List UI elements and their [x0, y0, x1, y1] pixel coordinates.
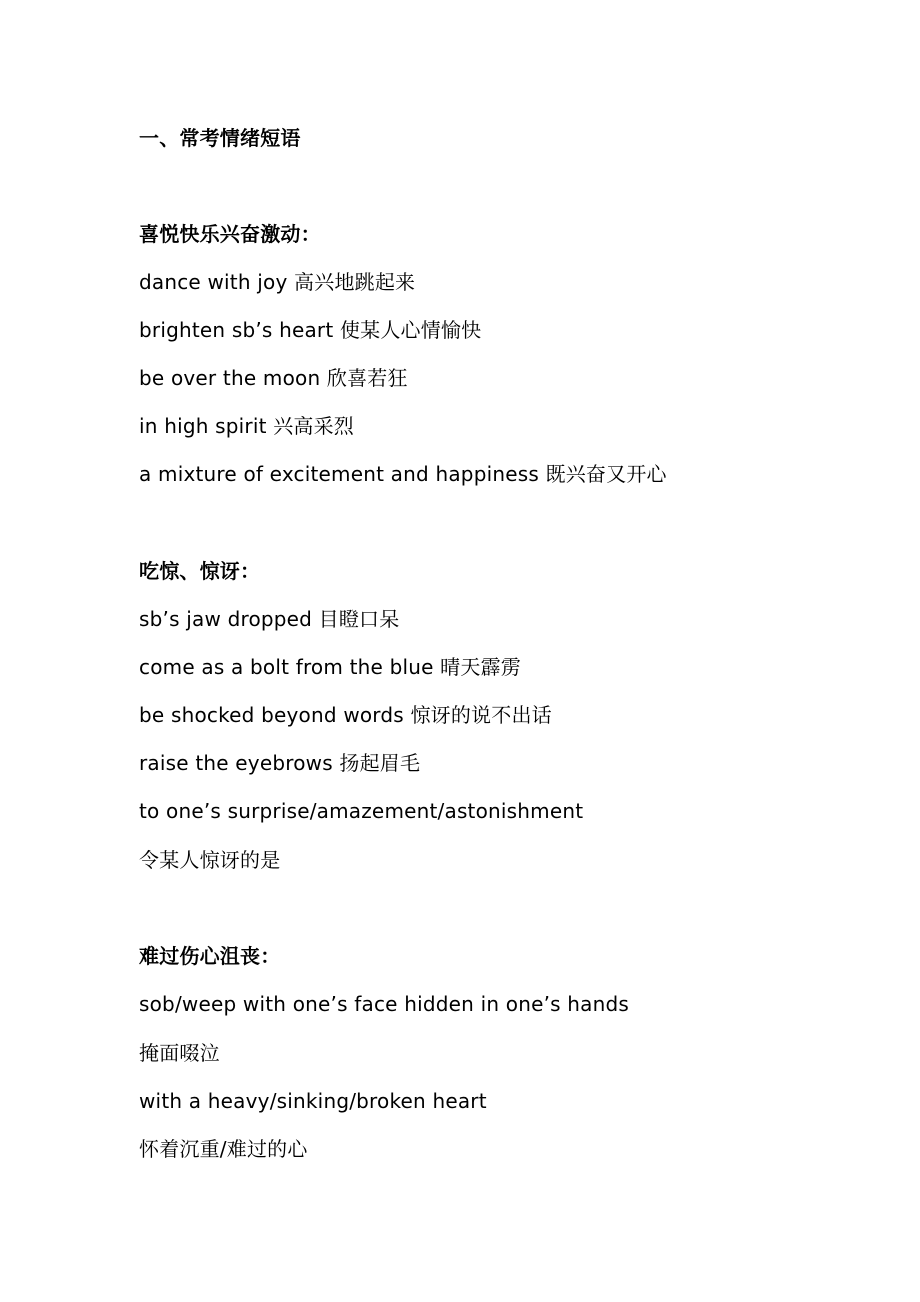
- phrase-line: 怀着沉重/难过的心: [139, 1137, 308, 1161]
- phrase-line: a mixture of excitement and happiness 既兴奋又开心: [139, 462, 667, 486]
- section-title-joy: 喜悦快乐兴奋激动：: [139, 222, 321, 246]
- phrase-line: be over the moon 欣喜若狂: [139, 366, 408, 390]
- phrase-line: raise the eyebrows 扬起眉毛: [139, 751, 421, 775]
- phrase-line: sob/weep with one’s face hidden in one’s hands: [139, 992, 630, 1016]
- phrase-line: 掩面啜泣: [139, 1041, 220, 1065]
- phrase-line: with a heavy/sinking/broken heart: [139, 1089, 487, 1113]
- section-title-surprise: 吃惊、惊讶：: [139, 559, 261, 583]
- phrase-line: in high spirit 兴高采烈: [139, 414, 355, 438]
- phrase-line: be shocked beyond words 惊讶的说不出话: [139, 703, 552, 727]
- section-title-sadness: 难过伤心沮丧：: [139, 944, 281, 968]
- phrase-line: dance with joy 高兴地跳起来: [139, 270, 416, 294]
- phrase-line: brighten sb’s heart 使某人心情愉快: [139, 318, 482, 342]
- phrase-line: come as a bolt from the blue 晴天霹雳: [139, 655, 521, 679]
- phrase-line: sb’s jaw dropped 目瞪口呆: [139, 607, 400, 631]
- page-title: 一、常考情绪短语: [139, 126, 301, 150]
- phrase-line: 令某人惊讶的是: [139, 848, 281, 872]
- phrase-line: to one’s surprise/amazement/astonishment: [139, 799, 584, 823]
